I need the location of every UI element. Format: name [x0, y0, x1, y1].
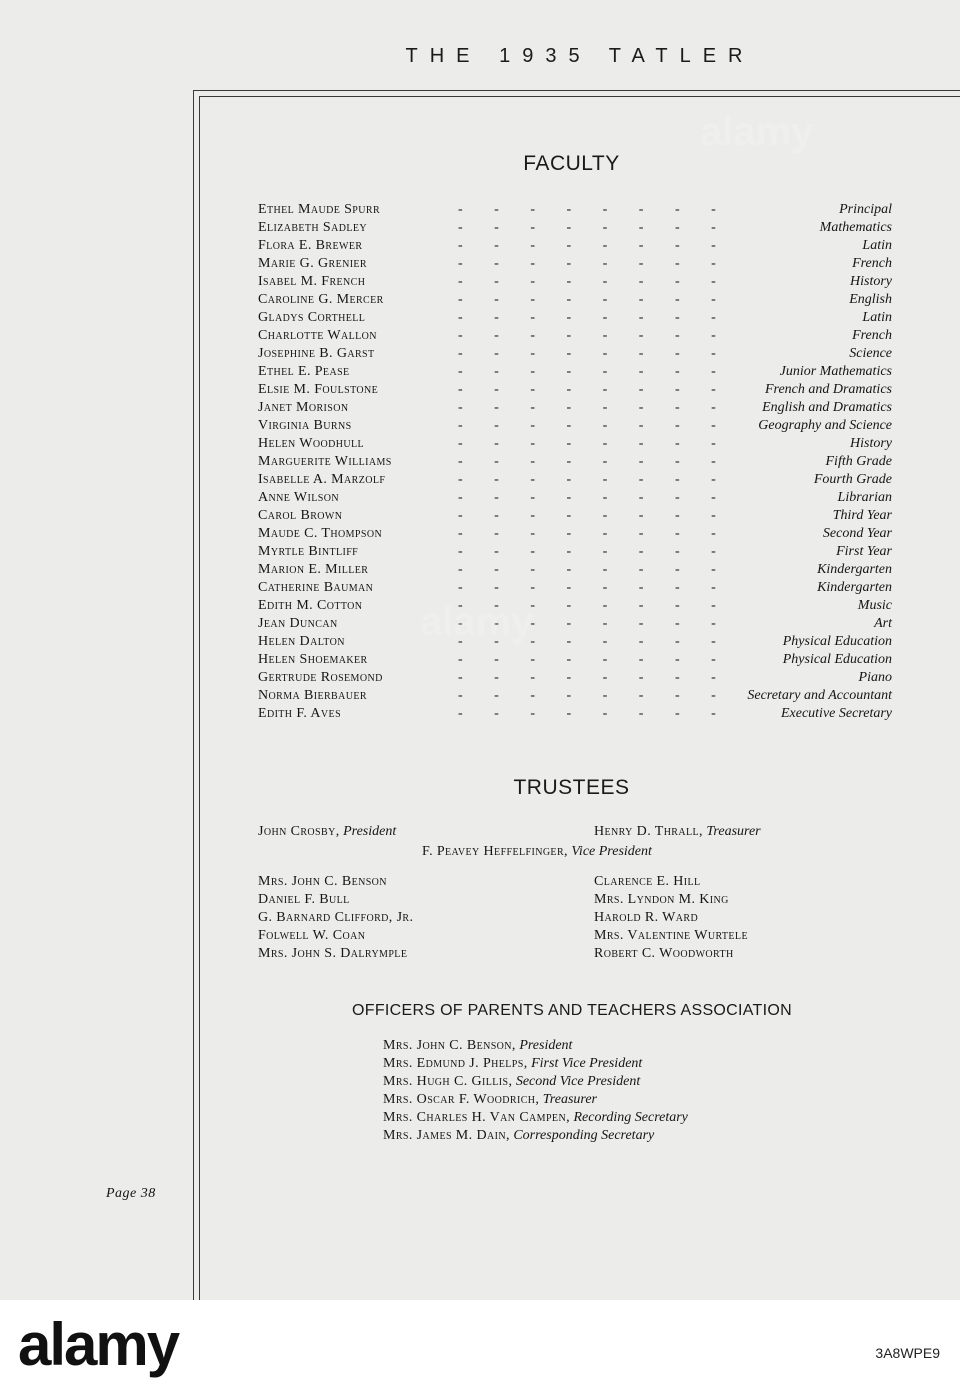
leader-dashes [458, 237, 742, 255]
leader-dashes [458, 327, 742, 345]
faculty-heading: FACULTY [523, 152, 620, 175]
leader-dashes [458, 381, 742, 399]
pta-officer-row [383, 1091, 688, 1109]
trustee-name: Mrs. John C. Benson [258, 874, 387, 889]
faculty-role: French and Dramatics [757, 381, 892, 399]
trustee-name: G. Barnard Clifford, Jr. [258, 910, 414, 925]
faculty-role: Kindergarten [809, 579, 892, 597]
pta-officer-name: Mrs. Hugh C. Gillis, [383, 1074, 513, 1089]
trustee-name: Clarence E. Hill [594, 874, 701, 889]
faculty-row [258, 471, 892, 489]
faculty-role: Latin [854, 309, 892, 327]
faculty-role: Piano [851, 669, 892, 687]
leader-dashes [458, 219, 742, 237]
leader-dashes [458, 507, 742, 525]
trustee-vice-president [422, 843, 652, 861]
leader-dashes [458, 273, 742, 291]
pta-heading: OFFICERS OF PARENTS AND TEACHERS ASSOCIATION [352, 1002, 792, 1019]
trustees-heading: TRUSTEES [513, 776, 630, 799]
faculty-name: Myrtle Bintliff [258, 544, 359, 559]
leader-dashes [458, 255, 742, 273]
faculty-row [258, 453, 892, 471]
pta-officer-row [383, 1037, 688, 1055]
trustee-name: Mrs. Lyndon M. King [594, 892, 729, 907]
faculty-row [258, 651, 892, 669]
faculty-name: Gertrude Rosemond [258, 670, 383, 685]
faculty-name: Virginia Burns [258, 418, 352, 433]
watermark-overlay: alamy [700, 110, 814, 154]
faculty-row [258, 669, 892, 687]
leader-dashes [458, 669, 742, 687]
faculty-role: English [841, 291, 892, 309]
trustee-vice-president-title: Vice President [571, 844, 652, 859]
faculty-role: Music [850, 597, 892, 615]
pta-officer-name: Mrs. John C. Benson, [383, 1038, 516, 1053]
trustee-name: Harold R. Ward [594, 910, 699, 925]
leader-dashes [458, 291, 742, 309]
faculty-row [258, 633, 892, 651]
faculty-role: Librarian [830, 489, 892, 507]
faculty-row [258, 615, 892, 633]
faculty-row [258, 201, 892, 219]
faculty-role: Physical Education [775, 651, 892, 669]
pta-officer-role: First Vice President [531, 1056, 643, 1071]
faculty-name: Jean Duncan [258, 616, 338, 631]
watermark-image-id: 3A8WPE9 [875, 1345, 940, 1361]
page-header-title: THE 1935 TATLER [405, 45, 755, 67]
faculty-role: History [842, 273, 892, 291]
faculty-role: History [842, 435, 892, 453]
faculty-role: Executive Secretary [773, 705, 892, 723]
faculty-name: Charlotte Wallon [258, 328, 377, 343]
faculty-name: Edith F. Aves [258, 706, 342, 721]
trustee-name: Mrs. John S. Dalrymple [258, 946, 408, 961]
leader-dashes [458, 453, 742, 471]
faculty-role: Fifth Grade [818, 453, 893, 471]
faculty-name: Maude C. Thompson [258, 526, 383, 541]
faculty-row [258, 399, 892, 417]
faculty-row [258, 309, 892, 327]
faculty-role: Science [841, 345, 892, 363]
pta-officer-name: Mrs. Edmund J. Phelps, [383, 1056, 528, 1071]
faculty-row [258, 363, 892, 381]
faculty-name: Flora E. Brewer [258, 238, 363, 253]
faculty-list [258, 201, 892, 723]
faculty-name: Caroline G. Mercer [258, 292, 384, 307]
pta-officer-role: Corresponding Secretary [513, 1128, 655, 1143]
page-number: Page 38 [106, 1186, 156, 1201]
leader-dashes [458, 687, 742, 705]
trustee-name: Robert C. Woodworth [594, 946, 734, 961]
trustee-vice-president-name: F. Peavey Heffelfinger, [422, 844, 568, 859]
trustee-president [258, 823, 396, 841]
faculty-role: English and Dramatics [754, 399, 892, 417]
trustees-left-column [258, 873, 413, 963]
pta-officer-role: Second Vice President [515, 1074, 641, 1089]
faculty-name: Isabelle A. Marzolf [258, 472, 386, 487]
faculty-name: Edith M. Cotton [258, 598, 363, 613]
faculty-name: Elizabeth Sadley [258, 220, 367, 235]
leader-dashes [458, 363, 742, 381]
pta-officer-row [383, 1127, 688, 1145]
faculty-role: Art [866, 615, 892, 633]
faculty-name: Helen Dalton [258, 634, 345, 649]
faculty-name: Helen Shoemaker [258, 652, 368, 667]
leader-dashes [458, 201, 742, 219]
watermark-overlay: alamy [420, 600, 534, 644]
faculty-row [258, 489, 892, 507]
faculty-name: Ethel E. Pease [258, 364, 350, 379]
faculty-role: Third Year [825, 507, 892, 525]
faculty-role: Second Year [815, 525, 892, 543]
faculty-name: Marion E. Miller [258, 562, 369, 577]
pta-officer-name: Mrs. Charles H. Van Campen, [383, 1110, 570, 1125]
faculty-name: Norma Bierbauer [258, 688, 367, 703]
leader-dashes [458, 633, 742, 651]
trustee-name: Folwell W. Coan [258, 928, 366, 943]
faculty-name: Josephine B. Garst [258, 346, 375, 361]
faculty-name: Anne Wilson [258, 490, 339, 505]
pta-officer-name: Mrs. James M. Dain, [383, 1128, 510, 1143]
faculty-row [258, 525, 892, 543]
faculty-row [258, 597, 892, 615]
faculty-name: Marguerite Williams [258, 454, 392, 469]
leader-dashes [458, 651, 742, 669]
pta-officers-list [383, 1037, 688, 1145]
faculty-name: Catherine Bauman [258, 580, 374, 595]
faculty-row [258, 291, 892, 309]
trustee-president-name: John Crosby, [258, 824, 340, 839]
faculty-row [258, 417, 892, 435]
faculty-row [258, 327, 892, 345]
faculty-row [258, 435, 892, 453]
faculty-role: French [844, 327, 892, 345]
leader-dashes [458, 615, 742, 633]
faculty-name: Elsie M. Foulstone [258, 382, 379, 397]
trustee-treasurer-title: Treasurer [706, 824, 761, 839]
faculty-role: First Year [828, 543, 892, 561]
leader-dashes [458, 579, 742, 597]
leader-dashes [458, 543, 742, 561]
faculty-row [258, 687, 892, 705]
leader-dashes [458, 471, 742, 489]
leader-dashes [458, 525, 742, 543]
pta-officer-role: President [519, 1038, 573, 1053]
trustee-treasurer [594, 823, 761, 841]
trustee-president-title: President [343, 824, 397, 839]
faculty-name: Isabel M. French [258, 274, 366, 289]
faculty-role: Kindergarten [809, 561, 892, 579]
faculty-role: French [844, 255, 892, 273]
leader-dashes [458, 345, 742, 363]
trustee-name: Mrs. Valentine Wurtele [594, 928, 748, 943]
faculty-name: Ethel Maude Spurr [258, 202, 381, 217]
watermark-logo: alamy [18, 1311, 179, 1378]
faculty-role: Principal [831, 201, 892, 219]
leader-dashes [458, 309, 742, 327]
faculty-row [258, 273, 892, 291]
faculty-name: Carol Brown [258, 508, 343, 523]
faculty-role: Fourth Grade [806, 471, 892, 489]
leader-dashes [458, 597, 742, 615]
faculty-row [258, 561, 892, 579]
leader-dashes [458, 705, 742, 723]
faculty-row [258, 543, 892, 561]
faculty-name: Helen Woodhull [258, 436, 365, 451]
pta-officer-role: Treasurer [542, 1092, 597, 1107]
pta-officer-row [383, 1055, 688, 1073]
pta-officer-row [383, 1073, 688, 1091]
faculty-name: Marie G. Grenier [258, 256, 368, 271]
faculty-row [258, 237, 892, 255]
faculty-role: Geography and Science [750, 417, 892, 435]
faculty-row [258, 579, 892, 597]
trustees-right-column [594, 873, 748, 963]
trustee-treasurer-name: Henry D. Thrall, [594, 824, 703, 839]
pta-officer-role: Recording Secretary [573, 1110, 688, 1125]
pta-officer-row [383, 1109, 688, 1127]
faculty-role: Physical Education [775, 633, 892, 651]
faculty-row [258, 219, 892, 237]
faculty-role: Mathematics [812, 219, 892, 237]
faculty-row [258, 345, 892, 363]
leader-dashes [458, 489, 742, 507]
faculty-row [258, 705, 892, 723]
faculty-row [258, 255, 892, 273]
faculty-row [258, 507, 892, 525]
pta-officer-name: Mrs. Oscar F. Woodrich, [383, 1092, 540, 1107]
leader-dashes [458, 417, 742, 435]
faculty-name: Janet Morison [258, 400, 349, 415]
faculty-role: Secretary and Accountant [739, 687, 892, 705]
faculty-role: Junior Mathematics [772, 363, 892, 381]
leader-dashes [458, 561, 742, 579]
faculty-role: Latin [854, 237, 892, 255]
leader-dashes [458, 435, 742, 453]
faculty-row [258, 381, 892, 399]
faculty-name: Gladys Corthell [258, 310, 366, 325]
leader-dashes [458, 399, 742, 417]
trustee-name: Daniel F. Bull [258, 892, 350, 907]
